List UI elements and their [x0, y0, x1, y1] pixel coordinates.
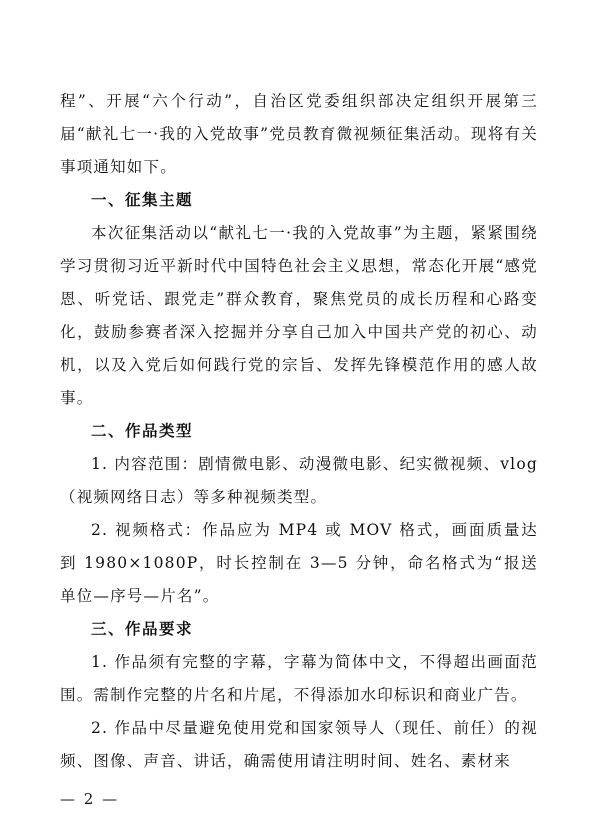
body-paragraph: 1. 作品须有完整的字幕，字幕为简体中文，不得超出画面范围。需制作完整的片名和片尾，不得添加水印标识和商业广告。 [60, 653, 538, 704]
section-heading: 二、作品类型 [91, 422, 194, 440]
body-paragraph: 1. 内容范围：剧情微电影、动漫微电影、纪实微视频、vlog（视频网络日志）等多种视频类型。 [60, 455, 538, 506]
body-paragraph: 程”、开展“六个行动”，自治区党委组织部决定组织开展第三届“献礼七一·我的入党故事”党员教育微视频征集活动。现将有关事项通知如下。 [60, 92, 538, 176]
section-heading: 三、作品要求 [91, 620, 194, 638]
document-body [60, 85, 538, 778]
body-paragraph: 本次征集活动以“献礼七一·我的入党故事”为主题，紧紧围绕学习贯彻习近平新时代中国特色社会主义思想，常态化开展“感党恩、听党话、跟党走”群众教育，聚焦党员的成长历程和心路变化，鼓励参赛者深入挖掘并分享自己加入中国共产党的初心、动机，以及入党后如何践行党的宗旨、发挥先锋模范作用的感人故事。 [60, 224, 538, 407]
body-paragraph: 2. 视频格式：作品应为 MP4 或 MOV 格式，画面质量达到 1980×1080P，时长控制在 3—5 分钟，命名格式为“报送单位—序号—片名”。 [60, 521, 538, 605]
section-heading: 一、征集主题 [91, 191, 194, 209]
body-paragraph: 2. 作品中尽量避免使用党和国家领导人（现任、前任）的视频、图像、声音、讲话，确需使用请注明时间、姓名、素材来 [60, 719, 538, 770]
page-number: — 2 — [60, 790, 120, 808]
